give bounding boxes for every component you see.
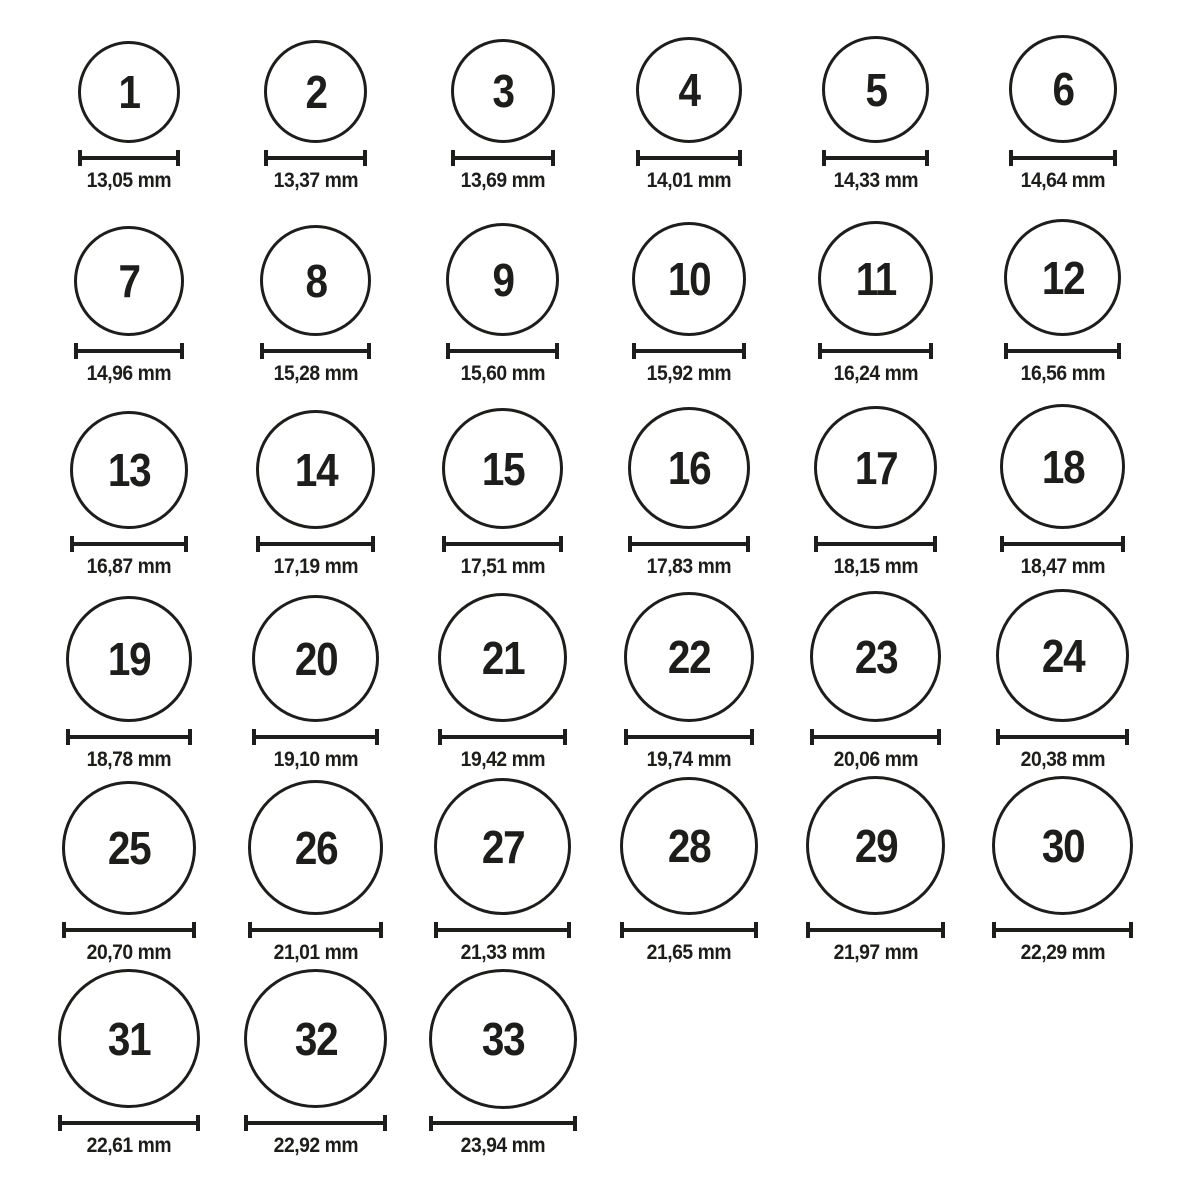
measure-bar (442, 735, 563, 739)
diameter-measure-line (996, 729, 1129, 745)
ring-size-cell (969, 197, 1156, 390)
ring-size-cell (223, 969, 410, 1162)
ring-size-number: 19 (108, 633, 151, 685)
ring-size-cell (596, 776, 783, 969)
ring-size-cell (596, 390, 783, 583)
diameter-label: 20,38 mm (1020, 748, 1105, 771)
ring-size-number: 20 (294, 632, 338, 685)
ring-size-cell (969, 776, 1156, 969)
ring-size-cell (969, 390, 1156, 583)
diameter-measure-line (434, 922, 571, 938)
measure-bar (78, 349, 180, 353)
measure-bar (455, 156, 551, 160)
diameter-label: 19,74 mm (647, 748, 732, 771)
ring-size-number: 29 (854, 819, 898, 872)
diameter-label: 13,37 mm (273, 169, 359, 192)
measure-bar (810, 928, 941, 932)
measure-bar (814, 735, 937, 739)
ring-size-cell (409, 4, 596, 197)
measure-bar (636, 349, 742, 353)
diameter-label: 19,42 mm (460, 748, 545, 771)
ring-size-number: 21 (481, 631, 524, 684)
diameter-measure-line (429, 1116, 577, 1131)
diameter-label: 14,96 mm (87, 362, 172, 385)
ring-size-number: 9 (492, 253, 514, 306)
ring-size-number: 31 (108, 1012, 151, 1065)
diameter-label: 21,65 mm (647, 941, 732, 964)
measure-bar (264, 349, 367, 353)
measure-bar (62, 1121, 196, 1125)
ring-circle (806, 776, 945, 915)
ring-size-number: 12 (1041, 251, 1084, 304)
diameter-label: 22,61 mm (87, 1134, 172, 1157)
diameter-label: 20,06 mm (833, 748, 919, 771)
diameter-measure-line (620, 922, 758, 938)
ring-circle (429, 969, 577, 1109)
ring-size-number: 7 (118, 255, 140, 307)
diameter-label: 17,51 mm (460, 555, 545, 578)
measure-bar (826, 156, 925, 160)
ring-size-chart (36, 4, 1156, 1162)
diameter-measure-line (1004, 343, 1121, 359)
ring-circle (70, 411, 188, 529)
ring-circle (78, 41, 180, 143)
measure-bar (252, 928, 379, 932)
measure-bar (1008, 349, 1117, 353)
ring-size-number: 4 (678, 64, 700, 116)
diameter-label: 16,56 mm (1020, 362, 1105, 385)
ring-circle (256, 410, 375, 529)
ring-size-cell (409, 776, 596, 969)
ring-size-cell (596, 197, 783, 390)
ring-circle (814, 406, 937, 529)
diameter-label: 21,97 mm (833, 941, 919, 964)
diameter-label: 17,19 mm (273, 555, 359, 578)
diameter-measure-line (451, 150, 555, 166)
diameter-measure-line (992, 922, 1133, 938)
diameter-measure-line (810, 729, 941, 745)
measure-bar (624, 928, 754, 932)
ring-size-cell (969, 583, 1156, 776)
ring-size-number: 23 (854, 630, 898, 683)
diameter-measure-line (636, 150, 742, 166)
ring-size-cell (223, 583, 410, 776)
diameter-measure-line (66, 729, 192, 745)
ring-circle (442, 408, 563, 529)
ring-circle (822, 36, 929, 143)
ring-circle (446, 223, 559, 336)
diameter-measure-line (252, 729, 379, 745)
ring-circle (260, 225, 371, 336)
diameter-label: 21,01 mm (273, 941, 359, 964)
ring-circle (434, 778, 571, 915)
ring-size-cell (409, 583, 596, 776)
diameter-measure-line (256, 536, 375, 552)
diameter-label: 14,64 mm (1020, 169, 1105, 192)
diameter-measure-line (822, 150, 929, 166)
ring-circle (992, 776, 1133, 915)
diameter-measure-line (628, 536, 750, 552)
measure-bar (822, 349, 929, 353)
diameter-measure-line (632, 343, 746, 359)
diameter-measure-line (818, 343, 933, 359)
ring-size-cell (596, 4, 783, 197)
ring-size-number: 16 (668, 442, 711, 494)
measure-bar (74, 542, 184, 546)
diameter-label: 18,47 mm (1020, 555, 1105, 578)
measure-bar (640, 156, 738, 160)
ring-circle (66, 596, 192, 722)
ring-circle (636, 37, 742, 143)
measure-bar (818, 542, 933, 546)
ring-size-number: 32 (294, 1012, 338, 1065)
ring-size-number: 3 (492, 65, 514, 117)
ring-size-number: 5 (865, 63, 887, 116)
ring-size-number: 18 (1041, 440, 1084, 493)
ring-size-cell (409, 969, 596, 1162)
diameter-measure-line (248, 922, 383, 938)
ring-size-cell (783, 4, 970, 197)
measure-bar (438, 928, 567, 932)
measure-bar (82, 156, 176, 160)
diameter-measure-line (446, 343, 559, 359)
diameter-measure-line (438, 729, 567, 745)
measure-bar (260, 542, 371, 546)
ring-size-cell (223, 390, 410, 583)
diameter-measure-line (806, 922, 945, 938)
diameter-measure-line (264, 150, 367, 166)
ring-size-cell (783, 390, 970, 583)
diameter-label: 16,87 mm (87, 555, 172, 578)
ring-circle (252, 595, 379, 722)
ring-size-number: 28 (668, 820, 711, 872)
ring-size-cell (36, 776, 223, 969)
ring-size-number: 11 (855, 252, 897, 305)
diameter-measure-line (244, 1115, 387, 1131)
ring-circle (1004, 219, 1121, 336)
measure-bar (1004, 542, 1121, 546)
ring-size-cell (36, 4, 223, 197)
ring-circle (74, 226, 184, 336)
ring-size-number: 8 (305, 254, 327, 307)
ring-size-number: 15 (481, 442, 524, 495)
ring-size-number: 24 (1041, 629, 1084, 682)
diameter-label: 15,92 mm (647, 362, 732, 385)
ring-circle (58, 969, 200, 1108)
ring-size-number: 13 (108, 444, 151, 496)
ring-size-number: 17 (854, 441, 898, 494)
ring-size-number: 27 (481, 820, 524, 873)
diameter-measure-line (78, 150, 180, 166)
diameter-label: 14,33 mm (833, 169, 919, 192)
ring-size-cell (783, 776, 970, 969)
ring-size-number: 10 (668, 253, 711, 305)
ring-size-cell (969, 4, 1156, 197)
diameter-label: 22,92 mm (273, 1134, 359, 1157)
diameter-label: 13,05 mm (87, 169, 172, 192)
ring-size-number: 6 (1052, 63, 1074, 115)
ring-circle (248, 780, 383, 915)
ring-size-cell (36, 583, 223, 776)
ring-circle (628, 407, 750, 529)
ring-circle (1009, 35, 1117, 143)
measure-bar (256, 735, 375, 739)
ring-circle (438, 593, 567, 722)
diameter-label: 15,28 mm (273, 362, 359, 385)
ring-size-number: 30 (1041, 819, 1084, 872)
diameter-measure-line (70, 536, 188, 552)
diameter-label: 16,24 mm (833, 362, 919, 385)
measure-bar (628, 735, 750, 739)
diameter-measure-line (442, 536, 563, 552)
ring-size-number: 25 (108, 822, 151, 874)
diameter-label: 13,69 mm (460, 169, 545, 192)
ring-size-cell (36, 390, 223, 583)
measure-bar (70, 735, 188, 739)
diameter-measure-line (1009, 150, 1117, 166)
ring-circle (632, 222, 746, 336)
ring-circle (62, 781, 196, 915)
measure-bar (450, 349, 555, 353)
measure-bar (1000, 735, 1125, 739)
diameter-measure-line (62, 922, 196, 938)
measure-bar (66, 928, 192, 932)
ring-circle (264, 40, 367, 143)
measure-bar (632, 542, 746, 546)
ring-circle (1000, 404, 1125, 529)
ring-size-cell (596, 583, 783, 776)
measure-bar (248, 1121, 383, 1125)
ring-circle (244, 969, 387, 1108)
measure-bar (433, 1121, 573, 1125)
ring-size-cell (223, 776, 410, 969)
ring-size-number: 33 (481, 1012, 524, 1065)
diameter-measure-line (260, 343, 371, 359)
diameter-measure-line (74, 343, 184, 359)
ring-size-cell (783, 583, 970, 776)
diameter-label: 18,15 mm (833, 555, 919, 578)
diameter-label: 23,94 mm (460, 1134, 545, 1157)
ring-size-cell (409, 390, 596, 583)
measure-bar (1013, 156, 1113, 160)
ring-size-number: 1 (118, 66, 140, 118)
measure-bar (446, 542, 559, 546)
ring-circle (620, 777, 758, 915)
ring-size-number: 2 (305, 65, 327, 118)
diameter-label: 20,70 mm (87, 941, 172, 964)
ring-size-number: 26 (294, 821, 338, 874)
measure-bar (268, 156, 363, 160)
ring-size-number: 22 (668, 631, 711, 683)
ring-circle (451, 39, 555, 143)
measure-bar (996, 928, 1129, 932)
ring-size-cell (223, 4, 410, 197)
ring-circle (996, 589, 1129, 722)
ring-circle (810, 591, 941, 722)
diameter-measure-line (1000, 536, 1125, 552)
diameter-measure-line (624, 729, 754, 745)
diameter-label: 15,60 mm (460, 362, 545, 385)
diameter-label: 18,78 mm (87, 748, 172, 771)
diameter-label: 19,10 mm (273, 748, 359, 771)
diameter-label: 17,83 mm (647, 555, 732, 578)
ring-size-cell (223, 197, 410, 390)
ring-size-cell (36, 197, 223, 390)
diameter-measure-line (814, 536, 937, 552)
ring-size-cell (36, 969, 223, 1162)
ring-size-cell (409, 197, 596, 390)
ring-size-number: 14 (294, 443, 338, 496)
diameter-label: 22,29 mm (1020, 941, 1105, 964)
ring-circle (624, 592, 754, 722)
ring-size-cell (783, 197, 970, 390)
diameter-label: 14,01 mm (647, 169, 732, 192)
diameter-measure-line (58, 1115, 200, 1131)
ring-circle (818, 221, 933, 336)
diameter-label: 21,33 mm (460, 941, 545, 964)
